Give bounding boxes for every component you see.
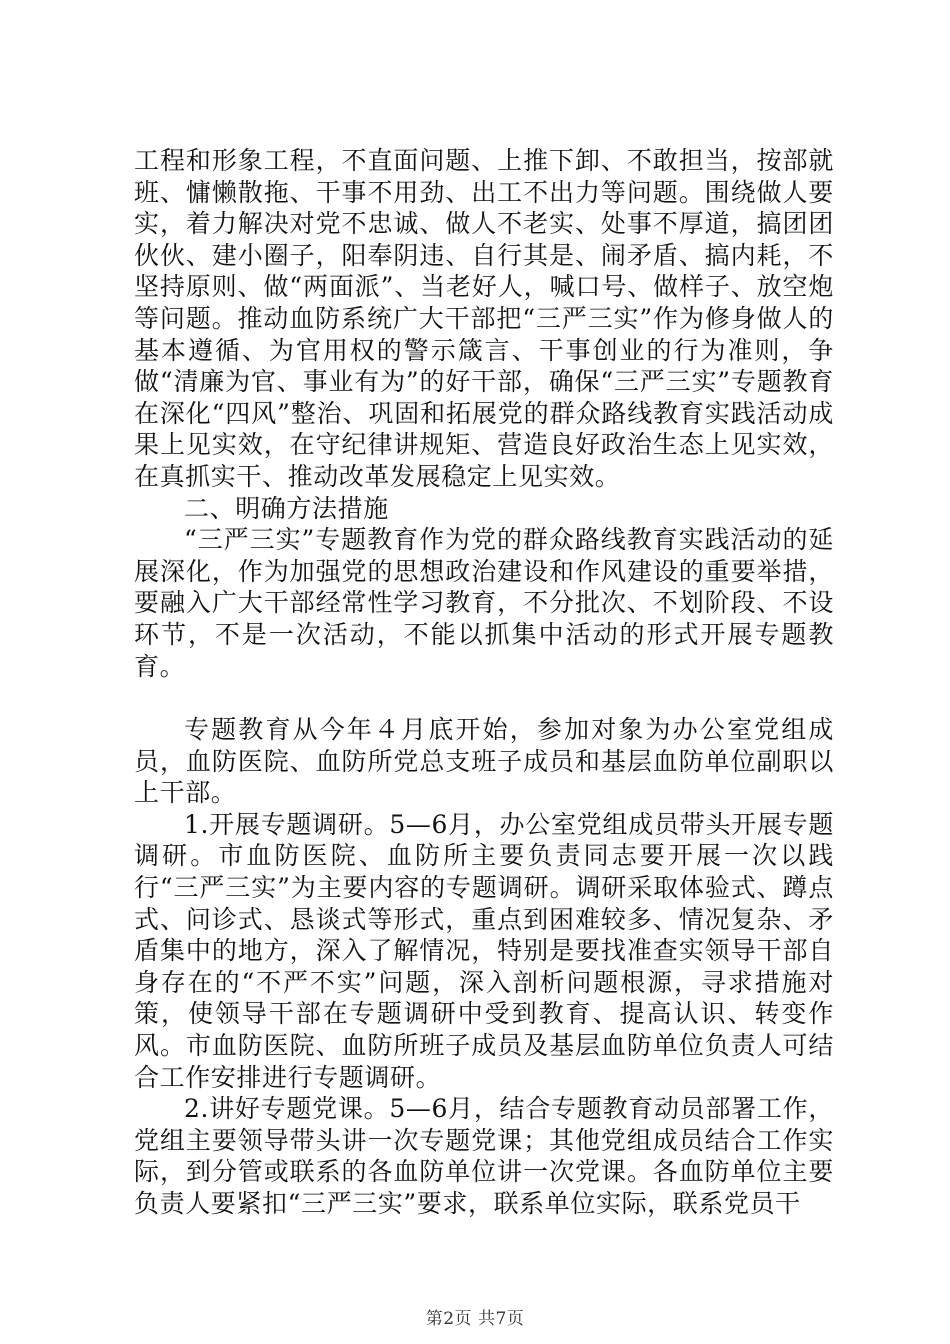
- paragraph-education-schedule: 专题教育从今年４月底开始，参加对象为办公室党组成员，血防医院、血防所党总支班子成员和基层血防单位副职以上干部。: [134, 715, 834, 808]
- paragraph-spacer: [134, 682, 834, 714]
- document-body: [134, 145, 834, 1220]
- paragraph-item-2-party-lecture: 2.讲好专题党课。5—6月，结合专题教育动员部署工作，党组主要领导带头讲一次专题党课；其他党组成员结合工作实际，到分管或联系的各血防单位讲一次党课。各血防单位主要负责人要紧扣“三严三实”要求，联系单位实际，联系党员干: [134, 1094, 834, 1218]
- paragraph-item-1-research: 1.开展专题调研。5—6月，办公室党组成员带头开展专题调研。市血防医院、血防所主要负责同志要开展一次以践行“三严三实”为主要内容的专题调研。调研采取体验式、蹲点式、问诊式、恳谈式等形式，重点到困难较多、情况复杂、矛盾集中的地方，深入了解情况，特别是要找准查实领导干部自身存在的“不严不实”问题，深入剖析问题根源，寻求措施对策，使领导干部在专题调研中受到教育、提高认识、转变作风。市血防医院、血防所班子成员及基层血防单位负责人可结合工作安排进行专题调研。: [134, 809, 834, 1092]
- section-heading-methods: 二、明确方法措施: [184, 493, 389, 523]
- paragraph-continuation: 工程和形象工程，不直面问题、上推下卸、不敢担当，按部就班、慵懒散拖、干事不用劲、出工不出力等问题。围绕做人要实，着力解决对党不忠诚、做人不老实、处事不厚道，搞团团伙伙、建小圈子，阳奉阴违、自行其是、闹矛盾、搞内耗，不坚持原则、做“两面派”、当老好人，喊口号、做样子、放空炮等问题。推动血防系统广大干部把“三严三实”作为修身做人的基本遵循、为官用权的警示箴言、干事创业的行为准则，争做“清廉为官、事业有为”的好干部，确保“三严三实”专题教育在深化“四风”整治、巩固和拓展党的群众路线教育实践活动成果上见实效，在守纪律讲规矩、营造良好政治生态上见实效，在真抓实干、推动改革发展稳定上见实效。: [134, 146, 834, 491]
- paragraph-education-extension: “三严三实”专题教育作为党的群众路线教育实践活动的延展深化，作为加强党的思想政治建设和作风建设的重要举措，要融入广大干部经常性学习教育，不分批次、不划阶段、不设环节，不是一次活动，不能以抓集中活动的形式开展专题教育。: [134, 525, 834, 681]
- page-number-footer: 第2页 共7页: [425, 1309, 525, 1329]
